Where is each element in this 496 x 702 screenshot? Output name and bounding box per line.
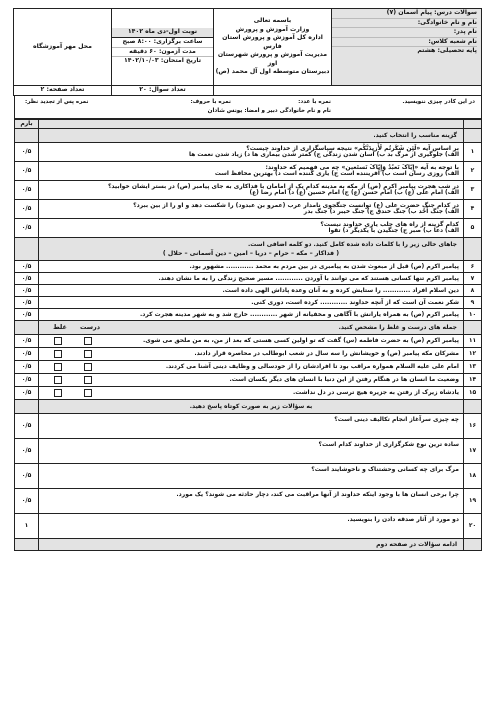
tf-statement: امام علی علیه السلام همواره مراقب بود تا افرادشان را از خودسالی و وظایف دینی آشنا می کردند. <box>165 362 459 370</box>
question-number: ۱۹ <box>464 488 482 513</box>
revised-score-field[interactable]: نمره پس از تجدید نظر: <box>25 98 89 105</box>
question-number: ۱۸ <box>464 463 482 488</box>
tf-statement: یادشاه زیرک از رفتن به جزیره هیچ ترسی در دل نداشت. <box>293 388 459 396</box>
true-column-label: درست <box>79 322 100 331</box>
question-row <box>15 360 482 373</box>
mcq-questions <box>15 142 482 237</box>
question-stem: کدام گزینه از راه های جلب یاری خداوند نیست؟ <box>320 220 459 228</box>
short-question-text[interactable]: مرگ برای چه کسانی وحشتناک و ناخوشایند است؟ <box>39 463 464 488</box>
question-points: ۱ <box>15 513 39 538</box>
question-row <box>15 373 482 386</box>
city-office: مدیریت آموزش و پرورش شهرستان اوز <box>217 51 328 67</box>
exam-date: تاریخ امتحان: ۱۴۰۲/۱۰/۰۳ <box>123 57 202 65</box>
section-mcq-title: گزینه مناسب را انتخاب کنید. <box>39 128 464 142</box>
question-row <box>15 308 482 320</box>
true-checkbox[interactable] <box>84 337 92 345</box>
question-points: ۰/۵ <box>15 488 39 513</box>
grade-label: پایه تحصیلی: هشتم <box>417 47 477 55</box>
question-points: ۰/۵ <box>15 347 39 360</box>
department-name: اداره کل آموزش و پرورش استان فارس <box>222 34 323 50</box>
teacher-signature: نام و نام خانوادگی دبیر و امضا: یونس شادان <box>207 107 331 114</box>
question-points: ۰/۵ <box>15 334 39 347</box>
letter-score-field[interactable]: نمره با حروف: <box>190 98 231 105</box>
question-number: ۱۵ <box>464 386 482 399</box>
barem-header: بارم <box>15 119 39 128</box>
question-points: ۰/۵ <box>15 199 39 218</box>
answer-options[interactable]: الف) امام علی (ع) ب) امام حسن (ع) ج) امام حسین (ع) د) امام رضا (ع) <box>249 189 459 196</box>
false-checkbox[interactable] <box>54 363 62 371</box>
questions-table <box>14 119 482 551</box>
question-number: ۷ <box>464 272 482 284</box>
answer-options[interactable]: الف) دعا ب) صبر ج) جنگیدن با یکدیگر د) تقوا <box>328 227 459 234</box>
question-count: تعداد سوال: ۲۰ <box>112 86 214 96</box>
question-points: ۰/۵ <box>15 296 39 308</box>
question-stem: بر اساس آیه «لَئِن شَکَرتُم لَأَزیدَنَّکُم» نتیجه سپاسگزاری از خداوند چیست؟ <box>246 144 459 152</box>
false-column-label: غلط <box>53 322 67 331</box>
bismillah: باسمه تعالی <box>253 16 292 24</box>
question-stem: در کدام جنگ حضرت علی (ع) توانست جنگجوی نامدار عرب (عمرو بن عبدود) را شکست دهد و او را از بین ببرد؟ <box>133 201 459 209</box>
answer-options[interactable]: الف) روزی رسان است ب) آفریننده است ج) یاری کننده است د) بهترین محافظ است <box>214 170 459 177</box>
question-row <box>15 218 482 237</box>
section-short-title: به سؤالات زیر به صورت کوتاه پاسخ دهید. <box>39 399 464 413</box>
answer-options[interactable]: الف) جنگ اُحُد ب) جنگ خندق ج) جنگ خیبر د) جنگ بدر <box>303 208 459 215</box>
question-row <box>15 488 482 513</box>
question-text <box>39 218 464 237</box>
question-row <box>15 347 482 360</box>
numeric-score-field[interactable]: نمره با عدد: <box>298 98 331 105</box>
score-box <box>14 96 482 119</box>
true-checkbox[interactable] <box>84 376 92 384</box>
exam-session: نوبت اول-دی ماه ۱۴۰۲ <box>112 28 213 38</box>
exam-info <box>112 9 214 86</box>
fill-questions <box>15 260 482 320</box>
false-checkbox[interactable] <box>54 389 62 397</box>
question-row <box>15 296 482 308</box>
school-stamp-area: محل مهر آموزشگاه <box>14 9 112 86</box>
question-row <box>15 413 482 438</box>
question-row <box>15 438 482 463</box>
question-points: ۰/۵ <box>15 161 39 180</box>
tf-question <box>39 373 464 386</box>
fill-blank-text[interactable]: شکر نعمت آن است که از آنچه خداوند ............ کرده است، دوری کنی. <box>39 296 464 308</box>
ministry-block <box>214 9 332 86</box>
question-text <box>39 180 464 199</box>
question-points: ۰/۵ <box>15 218 39 237</box>
student-name-field[interactable]: نام و نام خانوادگی: <box>332 19 477 29</box>
fill-blank-text[interactable]: پیامبر اکرم تنها کسانی هستند که می توانند با آوردن ............ مسیر صحیح زندگی را به ما نشان دهند. <box>39 272 464 284</box>
question-points: ۰/۵ <box>15 438 39 463</box>
subject-label: سوالات درس: پیام آسمان (۷) <box>332 9 477 19</box>
question-row <box>15 386 482 399</box>
tf-statement: مشرکان مکه پیامبر (ص) و خویشانش را سه سال در شعب ابوطالب در محاصره قرار دادند. <box>194 349 459 357</box>
fill-blank-text[interactable]: پیامبر اکرم (ص) به همراه یارانش با آگاهی و مخفیانه از شهر ............ خارج شد و به شهر مدینه هجرت کرد. <box>39 308 464 320</box>
tf-questions <box>15 334 482 399</box>
continue-note: ادامه سؤالات در صفحه دوم <box>39 538 464 550</box>
question-stem: با توجه به آیه «إِیّاکَ نَعبُدُ وَإِیّاکَ نَستَعین» چه می فهمیم که خداوند: <box>265 163 459 171</box>
question-number: ۳ <box>464 180 482 199</box>
question-points: ۰/۵ <box>15 386 39 399</box>
question-number: ۱۰ <box>464 308 482 320</box>
question-stem: در شب هجرت پیامبر اکرم (ص) از مکه به مدینه کدام یک از امامان با فداکاری به جای پیامبر (ص) در بستر ایشان خوابید؟ <box>107 182 459 190</box>
question-number: ۱۶ <box>464 413 482 438</box>
short-question-text[interactable]: دو مورد از آثار صدقه دادن را بنویسید. <box>39 513 464 538</box>
question-points: ۰/۵ <box>15 180 39 199</box>
question-number: ۱۳ <box>464 360 482 373</box>
question-number: ۲ <box>464 161 482 180</box>
question-points: ۰/۵ <box>15 463 39 488</box>
section-tf-title: جمله های درست و غلط را مشخص کنید. غلط درست <box>39 320 464 334</box>
true-checkbox[interactable] <box>84 363 92 371</box>
question-points: ۰/۵ <box>15 308 39 320</box>
question-row <box>15 284 482 296</box>
fill-blank-text[interactable]: دین اسلام افراد ............ را ستایش کرده و به آنان وعده پاداش الهی داده است. <box>39 284 464 296</box>
tf-question <box>39 334 464 347</box>
question-row <box>15 180 482 199</box>
question-number: ۸ <box>464 284 482 296</box>
exam-time: ساعت برگزاری: ۸:۰۰ صبح <box>112 38 213 48</box>
exam-duration: مدت آزمون: ۶۰ دقیقه <box>112 48 213 58</box>
fill-blank-text[interactable]: پیامبر اکرم (ص) قبل از مبعوث شدن به پیامبری در بین مردم به محمد ............ مشهور بود. <box>39 260 464 272</box>
tf-question <box>39 347 464 360</box>
question-text <box>39 142 464 161</box>
question-number: ۲۰ <box>464 513 482 538</box>
question-points: ۰/۵ <box>15 284 39 296</box>
question-row <box>15 161 482 180</box>
question-text <box>39 199 464 218</box>
exam-header <box>13 8 482 96</box>
question-row <box>15 199 482 218</box>
false-checkbox[interactable] <box>54 350 62 358</box>
question-number: ۵ <box>464 218 482 237</box>
page-count: تعداد صفحه: ۲ <box>14 86 112 96</box>
tf-question <box>39 386 464 399</box>
question-number: ۱۱ <box>464 334 482 347</box>
short-question-text[interactable]: چه چیزی سرآغاز انجام تکالیف دینی است؟ <box>39 413 464 438</box>
section-fill-title: جاهای خالی زیر را با کلمات داده شده کامل کنید. دو کلمه اضافی است. ( فداکار – مکه – حرام – دریا – امین – دین آسمانی – حلال ) <box>39 237 464 260</box>
father-name-field[interactable]: نام پدر: <box>332 28 477 38</box>
question-text <box>39 161 464 180</box>
question-points: ۰/۵ <box>15 272 39 284</box>
exam-page <box>14 8 482 551</box>
ministry-name: وزارت آموزش و پرورش <box>235 25 310 33</box>
word-bank: ( فداکار – مکه – حرام – دریا – امین – دین آسمانی – حلال ) <box>162 249 340 257</box>
question-points: ۰/۵ <box>15 360 39 373</box>
short-question-text[interactable]: ساده ترین نوع شکرگزاری از خداوند کدام است؟ <box>39 438 464 463</box>
tf-statement: وضعیت ما انسان ها در هنگام رفتن از این دنیا با انسان های دیگر یکسان است. <box>229 375 459 383</box>
question-number: ۱ <box>464 142 482 161</box>
question-points: ۰/۵ <box>15 142 39 161</box>
question-number: ۱۲ <box>464 347 482 360</box>
question-number: ۹ <box>464 296 482 308</box>
class-field[interactable]: نام شعبه کلاس: <box>332 38 477 48</box>
false-checkbox[interactable] <box>54 337 62 345</box>
question-row <box>15 463 482 488</box>
question-row <box>15 142 482 161</box>
true-checkbox[interactable] <box>84 350 92 358</box>
question-points: ۰/۵ <box>15 413 39 438</box>
do-not-write-note: در این کادر چیزی ننویسید. <box>402 98 475 105</box>
question-row <box>15 272 482 284</box>
school-name: دبیرستان متوسطه اول آل محمد (ص) <box>215 68 330 76</box>
student-info <box>332 9 482 86</box>
short-question-text[interactable]: چرا برخی انسان ها با وجود اینکه خداوند از آنها مراقبت می کند، دچار حادثه می شوند؟ یک مورد. <box>39 488 464 513</box>
answer-options[interactable]: الف) جلوگیری از مرگ بد ب) آسان شدن زندگی ج) کمتر شدن بیماری ها د) زیاد شدن نعمت ها <box>189 151 459 158</box>
question-row <box>15 260 482 272</box>
question-row <box>15 334 482 347</box>
question-number: ۶ <box>464 260 482 272</box>
question-row <box>15 513 482 538</box>
question-number: ۱۴ <box>464 373 482 386</box>
short-questions <box>15 413 482 538</box>
question-number: ۱۷ <box>464 438 482 463</box>
false-checkbox[interactable] <box>54 376 62 384</box>
tf-statement: پیامبر اکرم (ص) به حضرت فاطمه (س) گفت که تو اولین کسی هستی که بعد از من، به من ملحق می شوی. <box>142 336 459 344</box>
tf-question <box>39 360 464 373</box>
question-number: ۴ <box>464 199 482 218</box>
question-points: ۰/۵ <box>15 373 39 386</box>
true-checkbox[interactable] <box>84 389 92 397</box>
question-points: ۰/۵ <box>15 260 39 272</box>
